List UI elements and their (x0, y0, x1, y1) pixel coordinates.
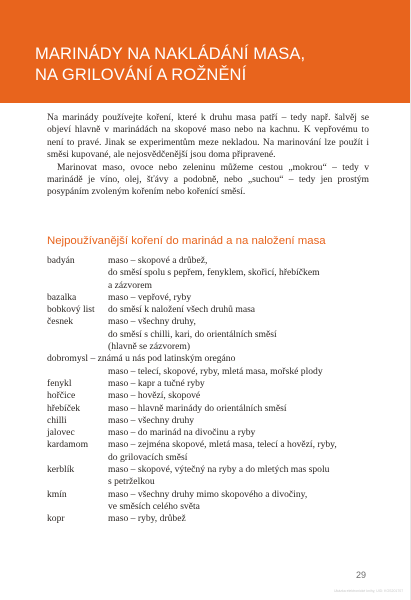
chapter-header-band (0, 0, 411, 103)
spice-usage: do směsí k naložení všech druhů masa (108, 304, 256, 316)
spice-usage: maso – vepřové, ryby (108, 291, 192, 303)
page-number: 29 (356, 570, 367, 580)
spice-entry (47, 316, 377, 353)
section-heading: Nejpoužívanější koření do marinád a na naložení masa (47, 235, 326, 247)
spice-usage: maso – ryby, drůbež (108, 513, 186, 525)
spice-name: česnek (47, 316, 74, 328)
spice-usage: maso – skopové a drůbež, (108, 255, 208, 266)
spice-entry-dobromysl: dobromysl – známá u nás pod latinským oregáno (47, 353, 236, 365)
footer-note: Ukázka elektronické knihy, UID: KOS201707 (334, 589, 404, 593)
spice-entry (47, 513, 377, 525)
spice-name: badyán (47, 255, 75, 266)
spice-name: hořčice (47, 390, 76, 402)
spice-name: bazalka (47, 291, 77, 303)
spice-entry (47, 489, 377, 514)
spice-name: fenykl (47, 377, 72, 389)
spice-name: kmín (47, 488, 67, 500)
spice-entry (47, 439, 377, 464)
chapter-title-line: NA GRILOVÁNÍ A ROŽNĚNÍ (35, 66, 247, 84)
spice-entry (47, 304, 377, 316)
chapter-title-line: MARINÁDY NA NAKLÁDÁNÍ MASA, (35, 45, 306, 63)
spice-entry (47, 390, 377, 402)
spice-usage: maso – hlavně marinády do orientálních směsí (108, 402, 287, 414)
chapter-title (35, 44, 395, 86)
spice-usage: maso – telecí, skopové, ryby, mletá masa, mořské plody (108, 365, 323, 377)
spice-usage: maso – do marinád na divočinu a ryby (108, 427, 256, 439)
spice-usage: a zázvorem (108, 279, 152, 291)
spice-entry (47, 464, 377, 489)
spice-name: kerblík (47, 464, 75, 476)
spice-entry (47, 415, 377, 427)
spice-usage: maso – skopové, výtečný na ryby a do mletých mas spolu (108, 464, 330, 476)
spice-usage: maso – hovězí, skopové (108, 390, 201, 402)
spice-usage: maso – zejména skopové, mletá masa, telecí a hovězí, ryby, (108, 439, 337, 451)
spice-name: chilli (47, 414, 67, 426)
spice-name: kardamom (47, 439, 89, 451)
spice-usage: maso – všechny druhy, (108, 316, 196, 328)
intro-text (47, 112, 369, 199)
spice-list (47, 255, 377, 526)
spice-name: jalovec (47, 427, 75, 439)
spice-usage: do grilovacích směsí (108, 451, 188, 463)
intro-paragraph: Na marinády používejte koření, které k druhu masa patří – tedy např. šalvěj se objeví hlavně v marinádách na skopové maso nebo na kachnu. K vepřovému to není to pravé. Jinak se experimentům meze nekladou. Na marinování lze použít i směsi kupované, ale nejosvědčenější jsou doma připravené. (47, 112, 369, 160)
spice-entry (47, 427, 377, 439)
spice-usage: do směsí spolu s pepřem, fenyklem, skořicí, hřebíčkem (108, 267, 320, 279)
spice-usage: (hlavně se zázvorem) (108, 341, 191, 353)
spice-name: hřebíček (47, 402, 81, 414)
spice-usage: maso – všechny druhy mimo skopového a divočiny, (108, 488, 308, 500)
spice-entry (47, 255, 377, 292)
spice-usage: ve směsích celého světa (108, 500, 200, 512)
spice-entry (47, 403, 377, 415)
spice-name: kopr (47, 513, 65, 525)
spice-usage: s petrželkou (108, 476, 155, 488)
spice-usage: do směsí s chilli, kari, do orientálních směsí (108, 328, 277, 340)
spice-entry (47, 292, 377, 304)
spice-usage: maso – všechny druhy (108, 414, 195, 426)
spice-entry (47, 378, 377, 390)
spice-usage: maso – kapr a tučné ryby (108, 377, 205, 389)
intro-paragraph: Marinovat maso, ovoce nebo zeleninu můžeme cestou „mokrou“ – tedy v marinádě je víno, olej, šťávy a podobně, nebo „suchou“ – tedy jen prostým posypáním zvoleným kořením nebo kořenící směsí. (47, 161, 369, 198)
spice-name: bobkový list (47, 304, 95, 316)
